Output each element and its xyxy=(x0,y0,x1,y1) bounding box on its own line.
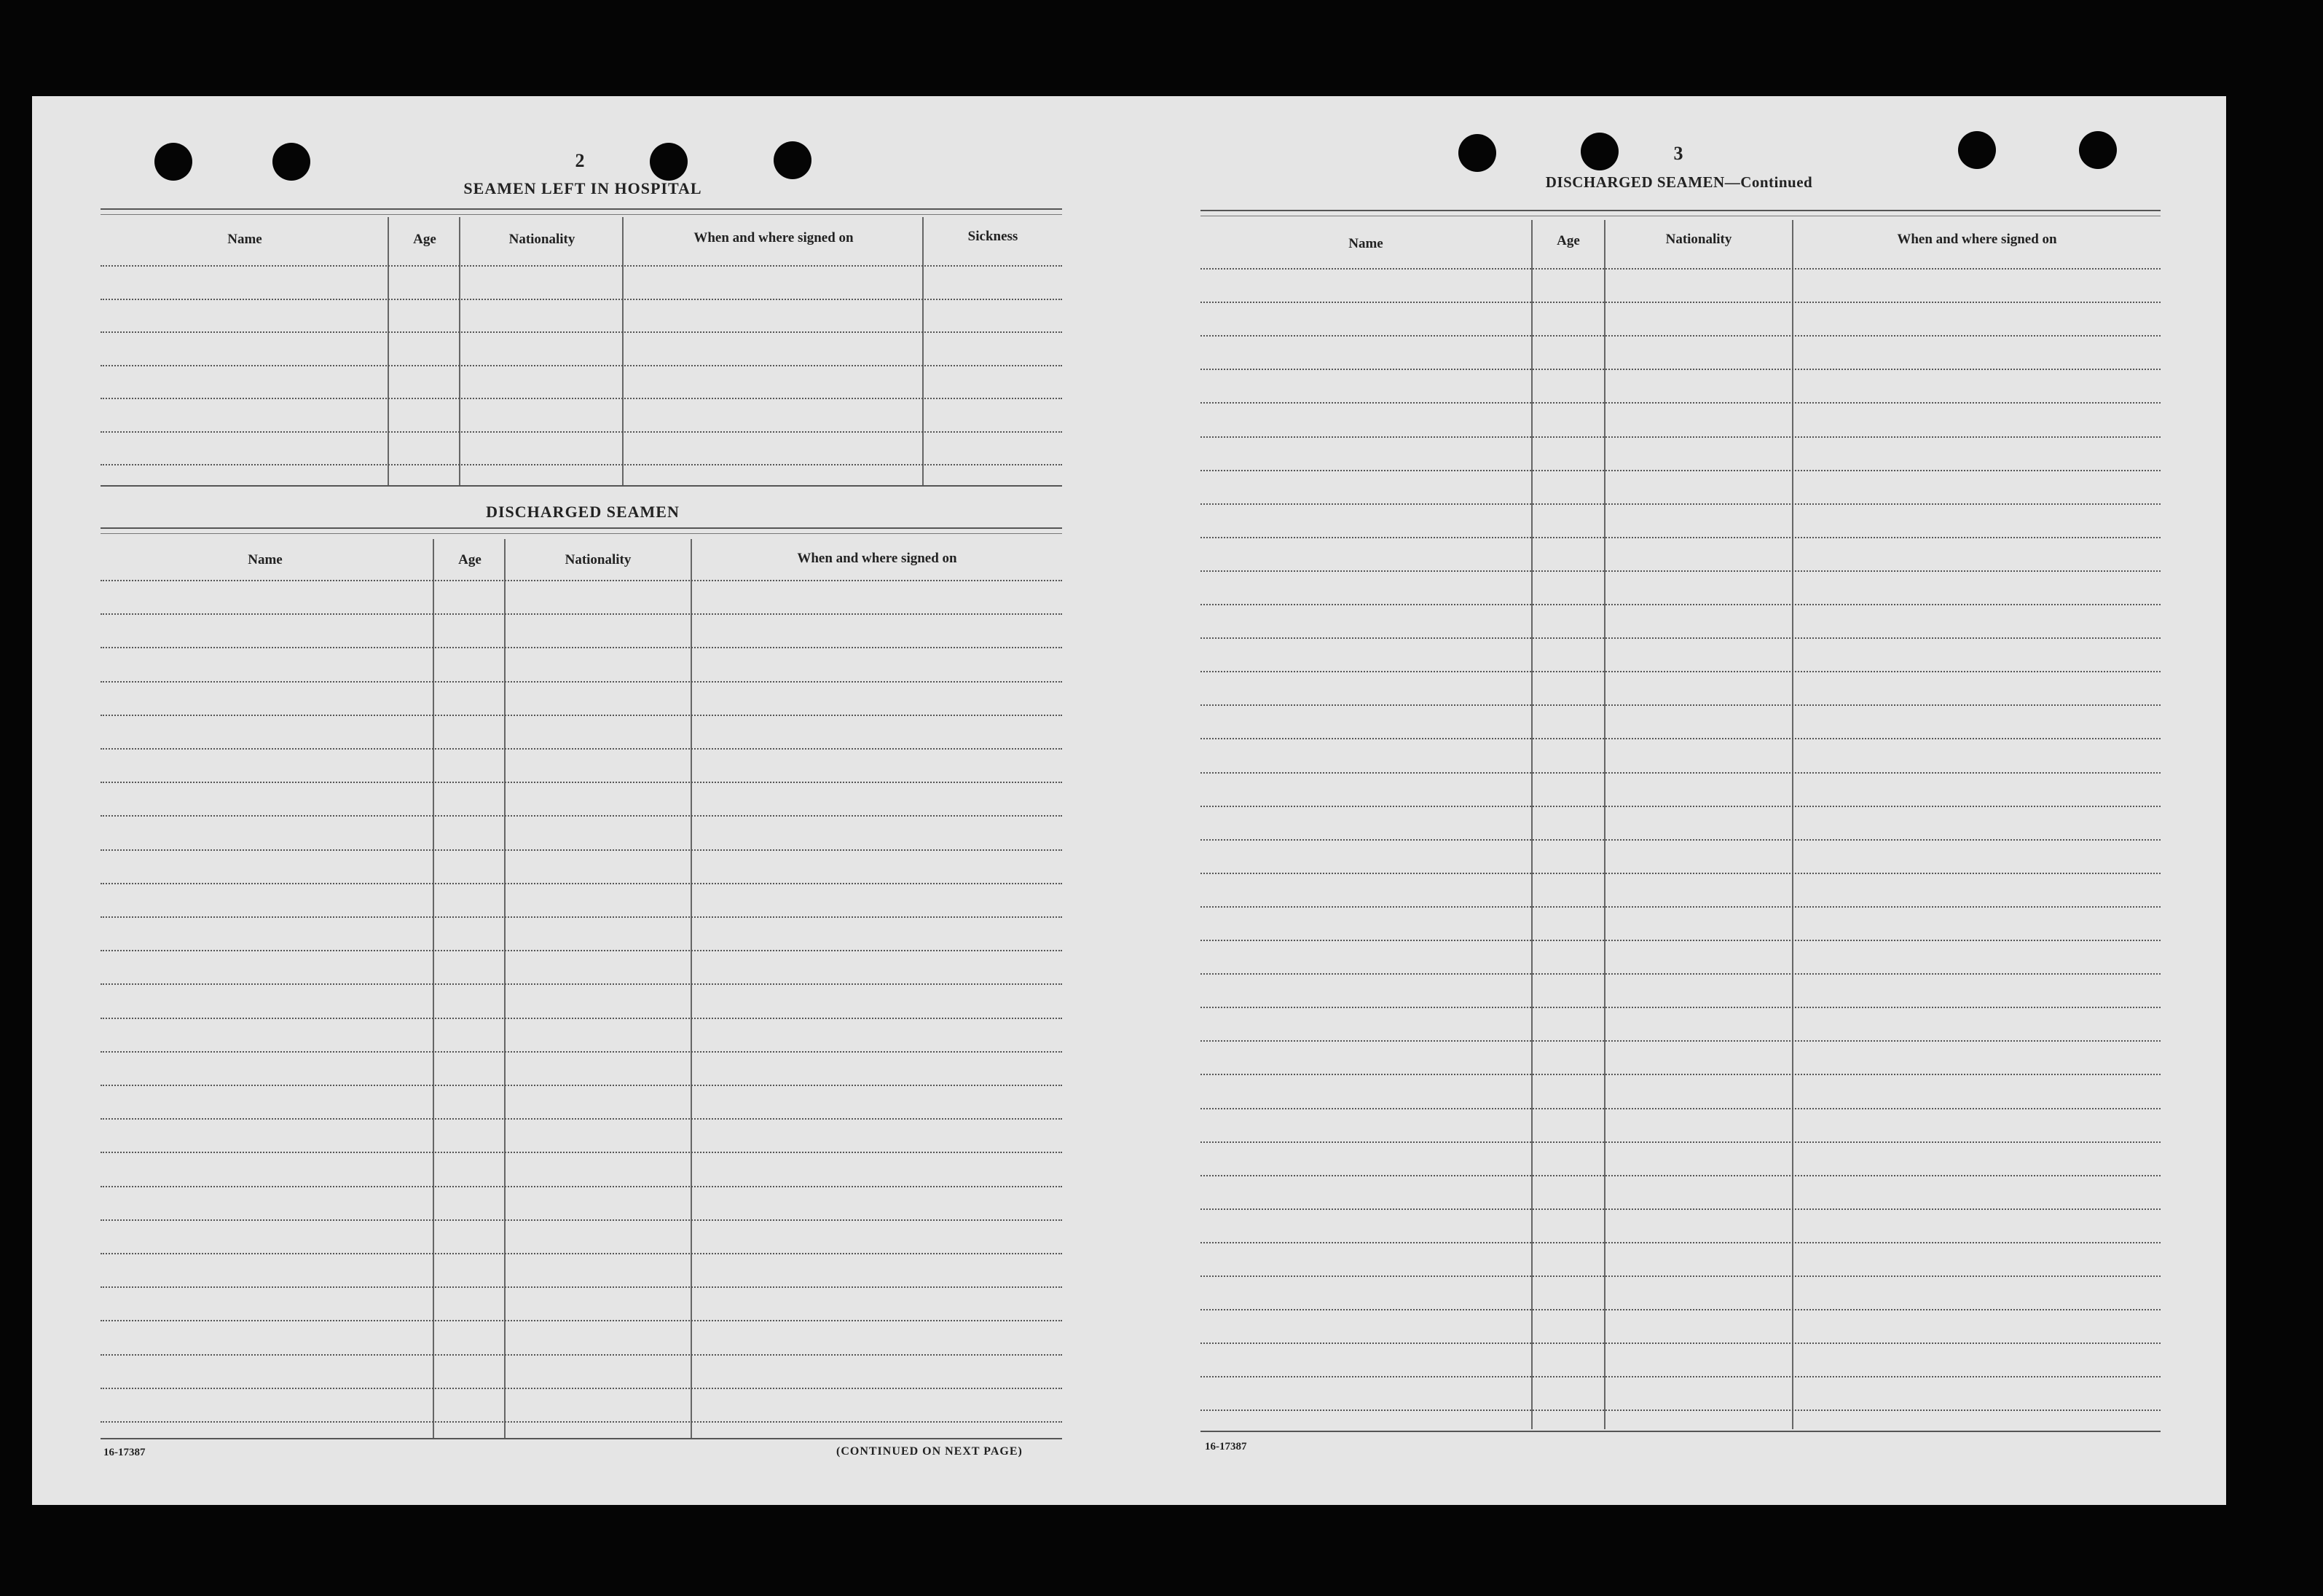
ruled-row-line xyxy=(101,431,1062,433)
page-number: 3 xyxy=(1673,143,1683,164)
ruled-row-line xyxy=(1200,738,2161,739)
punch-hole xyxy=(1958,131,1996,169)
ruled-row-line xyxy=(1200,1040,2161,1042)
ruled-row-line xyxy=(1200,1141,2161,1143)
col-when-where: When and where signed on xyxy=(693,230,854,245)
ruled-row-line xyxy=(101,1051,1062,1053)
ruled-row-line xyxy=(1200,973,2161,975)
ruled-row-line xyxy=(1200,503,2161,505)
right-vline xyxy=(1531,220,1533,1429)
ruled-row-line xyxy=(1200,940,2161,941)
ruled-row-line xyxy=(101,950,1062,951)
ruled-row-line xyxy=(1200,873,2161,874)
discharged-vline xyxy=(504,539,506,1439)
ruled-row-line xyxy=(101,1286,1062,1288)
ruled-row-line xyxy=(1200,1175,2161,1176)
ruled-row-line xyxy=(1200,906,2161,908)
punch-hole xyxy=(272,143,310,181)
ruled-row-line xyxy=(101,782,1062,783)
ruled-row-line xyxy=(1200,1208,2161,1210)
right-bottom-rule xyxy=(1200,1431,2161,1432)
ruled-row-line xyxy=(1200,1007,2161,1008)
ruled-row-line xyxy=(1200,335,2161,337)
hospital-vline xyxy=(622,217,624,487)
punch-hole xyxy=(154,143,192,181)
col-nationality: Nationality xyxy=(565,552,632,567)
hospital-bottom-rule xyxy=(101,485,1062,487)
form-code: 16-17387 xyxy=(103,1447,146,1458)
ruled-row-line xyxy=(101,398,1062,399)
ruled-row-line xyxy=(101,647,1062,648)
ruled-row-line xyxy=(1200,570,2161,572)
ruled-row-line xyxy=(101,849,1062,851)
ruled-row-line xyxy=(101,748,1062,750)
ruled-row-line xyxy=(1200,1309,2161,1310)
ruled-row-line xyxy=(1200,369,2161,370)
punch-hole xyxy=(2079,131,2117,169)
ruled-row-line xyxy=(101,365,1062,366)
col-nationality: Nationality xyxy=(1665,232,1732,247)
ruled-row-line xyxy=(101,1018,1062,1019)
hospital-vline xyxy=(459,217,460,487)
page-number: 2 xyxy=(575,150,585,171)
col-name: Name xyxy=(1348,236,1383,251)
ruled-row-line xyxy=(101,1253,1062,1254)
ruled-row-line xyxy=(1200,1108,2161,1109)
discharged-vline xyxy=(691,539,692,1439)
ruled-row-line xyxy=(1200,839,2161,841)
col-when-where: When and where signed on xyxy=(1897,232,2057,247)
col-when-where: When and where signed on xyxy=(797,551,957,566)
discharged-section-title: DISCHARGED SEAMEN xyxy=(486,503,680,521)
ruled-row-line xyxy=(101,299,1062,300)
ruled-row-line xyxy=(1200,1275,2161,1277)
col-age: Age xyxy=(458,552,481,567)
ruled-row-line xyxy=(1200,704,2161,706)
ruled-row-line xyxy=(101,331,1062,333)
ruled-row-line xyxy=(1200,402,2161,404)
punch-hole xyxy=(650,143,688,181)
ruled-row-line xyxy=(101,1219,1062,1221)
ruled-row-line xyxy=(101,580,1062,581)
ruled-row-line xyxy=(101,1354,1062,1356)
form-code: 16-17387 xyxy=(1205,1441,1247,1452)
ruled-row-line xyxy=(1200,671,2161,672)
col-sickness: Sickness xyxy=(967,229,1018,244)
ruled-row-line xyxy=(101,815,1062,817)
hospital-top-rule xyxy=(101,208,1062,215)
right-vline xyxy=(1792,220,1793,1429)
punch-hole xyxy=(1458,134,1496,172)
ruled-row-line xyxy=(101,1421,1062,1423)
discharged-top-rule xyxy=(101,527,1062,534)
ruled-row-line xyxy=(1200,637,2161,639)
col-age: Age xyxy=(1557,233,1580,248)
ruled-row-line xyxy=(101,1388,1062,1389)
right-vline xyxy=(1604,220,1605,1429)
ruled-row-line xyxy=(101,983,1062,985)
ruled-row-line xyxy=(101,715,1062,716)
ruled-row-line xyxy=(1200,1376,2161,1377)
ruled-row-line xyxy=(1200,470,2161,471)
col-name: Name xyxy=(248,552,283,567)
ruled-row-line xyxy=(1200,604,2161,605)
col-age: Age xyxy=(413,232,436,247)
ruled-row-line xyxy=(1200,1074,2161,1075)
ruled-row-line xyxy=(101,1118,1062,1120)
ruled-row-line xyxy=(1200,806,2161,807)
ruled-row-line xyxy=(1200,1410,2161,1411)
ruled-row-line xyxy=(101,1186,1062,1187)
ruled-row-line xyxy=(101,916,1062,918)
col-name: Name xyxy=(227,232,262,247)
discharged-vline xyxy=(433,539,434,1439)
ruled-row-line xyxy=(1200,1242,2161,1243)
punch-hole xyxy=(774,141,811,179)
punch-hole xyxy=(1581,133,1619,170)
ruled-row-line xyxy=(1200,772,2161,774)
hospital-section-title: SEAMEN LEFT IN HOSPITAL xyxy=(463,179,702,197)
ruled-row-line xyxy=(1200,537,2161,538)
ruled-row-line xyxy=(101,1152,1062,1153)
discharged-continued-title: DISCHARGED SEAMEN—Continued xyxy=(1545,173,1813,191)
ruled-row-line xyxy=(101,1320,1062,1321)
continued-note: (CONTINUED ON NEXT PAGE) xyxy=(836,1445,1023,1458)
discharged-bottom-rule xyxy=(101,1438,1062,1439)
col-nationality: Nationality xyxy=(508,232,575,247)
ruled-row-line xyxy=(101,883,1062,884)
ruled-row-line xyxy=(1200,302,2161,303)
ruled-row-line xyxy=(101,613,1062,615)
ruled-row-line xyxy=(101,681,1062,683)
ruled-row-line xyxy=(1200,1343,2161,1344)
hospital-vline xyxy=(922,217,924,487)
ruled-row-line xyxy=(101,1085,1062,1086)
hospital-vline xyxy=(388,217,389,487)
ruled-row-line xyxy=(101,265,1062,267)
right-top-rule xyxy=(1200,210,2161,216)
ruled-row-line xyxy=(1200,268,2161,270)
ruled-row-line xyxy=(101,464,1062,465)
ruled-row-line xyxy=(1200,436,2161,438)
document-sheet xyxy=(32,96,2226,1505)
